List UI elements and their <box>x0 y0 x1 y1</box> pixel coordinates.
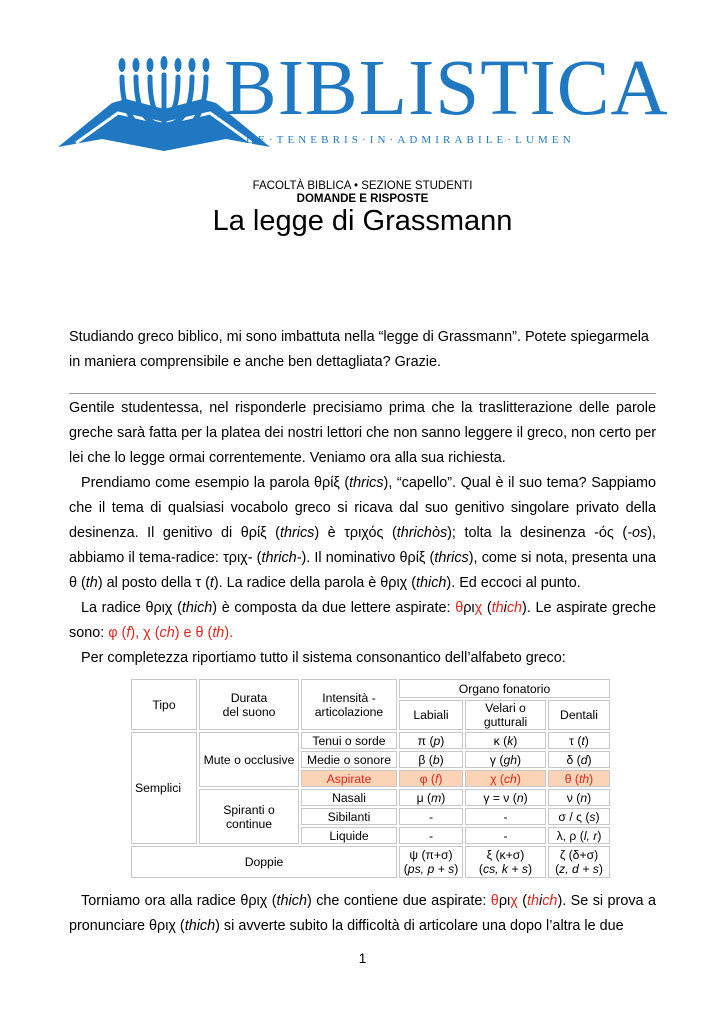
continuation-paragraph <box>69 889 656 939</box>
cell-labiale: μ (m) <box>399 789 463 806</box>
text-span: ( <box>117 625 127 641</box>
cell-dentale: λ, ρ (l, r) <box>548 827 610 844</box>
cell-velare: χ (ch) <box>465 770 546 787</box>
transliteration: thrics <box>434 550 469 566</box>
header-dentali: Dentali <box>548 700 610 730</box>
transliteration: thich <box>184 918 216 934</box>
cell-labiale: - <box>399 808 463 825</box>
transliteration: thrics <box>349 475 384 491</box>
double-consonant: ζ (δ+σ) <box>559 848 599 862</box>
greek-letter: γ = ν <box>483 790 510 805</box>
text-span: ), abbiamo il tema-radice: τριχ- ( <box>69 525 656 566</box>
cell-velare: γ = ν (n) <box>465 789 546 806</box>
cell-velare: γ (gh) <box>465 751 546 768</box>
cell-velare: - <box>465 808 546 825</box>
text-span: ), come si nota, presenta una θ ( <box>69 550 656 591</box>
text-span: ). Se si prova a pronunciare θριχ ( <box>69 893 657 934</box>
transliteration: i <box>503 600 507 616</box>
transliteration: d <box>580 752 588 767</box>
row-label: Nasali <box>301 789 397 806</box>
transliteration: s <box>589 809 596 824</box>
text-span: ). La radice della parola è θριχ ( <box>213 575 417 591</box>
greek-letter: κ <box>493 733 500 748</box>
header-labiali: Labiali <box>399 700 463 730</box>
text-span: ) si avverte subito la difficoltà di articolare una dopo l’altra le due <box>215 918 624 934</box>
cell-labiale: φ (f) <box>399 770 463 787</box>
transliteration: gh <box>503 752 518 767</box>
text-span: ), “capello”. Qual è il suo tema? Sappiamo che il tema di qualsiasi vocabolo greco si ricava dal suo genitivo singolare privato della desinenza. Il genitivo di θρίξ ( <box>69 475 656 541</box>
transliteration: thrichòs <box>396 525 448 541</box>
transliteration: thich <box>276 893 307 909</box>
transliteration: m <box>431 790 442 805</box>
transliteration: t <box>581 733 585 748</box>
aspirate-highlight: χ <box>510 893 518 909</box>
category-label: DOMANDE E RISPOSTE <box>296 193 429 205</box>
text-span: ρι <box>498 893 511 909</box>
transliteration: n <box>516 790 524 805</box>
cell-velare: ξ (κ+σ) (cs, k + s) <box>465 846 546 878</box>
aspirate-highlight: ch <box>506 600 523 616</box>
cell-dentale: ζ (δ+σ) (z, d + s) <box>548 846 610 878</box>
greek-letter: μ <box>416 790 424 805</box>
text-span: ) è τριχός ( <box>314 525 397 541</box>
text-span: La radice θριχ ( <box>81 600 182 616</box>
cell-semplici: Semplici <box>131 732 197 844</box>
aspirate-highlight: ch <box>542 893 558 909</box>
greek-letter: δ <box>566 752 574 767</box>
transliteration: thich <box>181 600 213 616</box>
text-span: ); tolta la desinenza -ός ( <box>447 525 628 541</box>
text-span: ). Ed eccoci al punto. <box>446 575 581 591</box>
text-span: ). Le aspirate greche sono: <box>69 600 656 641</box>
text-span: ) e <box>174 625 196 641</box>
transliteration: ps, p + s <box>407 862 455 876</box>
page-title: La legge di Grassmann <box>212 205 513 237</box>
header-tipo: Tipo <box>131 679 197 730</box>
cell-doppie: Doppie <box>131 846 397 878</box>
text-span: ( <box>517 893 528 909</box>
transliteration: i <box>539 893 543 909</box>
transliteration: thich <box>416 575 447 591</box>
answer-paragraph-3 <box>69 596 656 646</box>
text-span: ( <box>150 625 160 641</box>
aspirate-highlight: th <box>212 625 225 641</box>
row-label: Liquide <box>301 827 397 844</box>
cell-labiale: β (b) <box>399 751 463 768</box>
aspirate-highlight: th <box>527 893 540 909</box>
aspirate-highlight: f <box>126 625 131 641</box>
cell-mute: Mute o occlusive <box>199 732 299 787</box>
header-velari: Velari o gutturali <box>465 700 546 730</box>
logo-motto: DE·TENEBRIS·IN·ADMIRABILE·LUMEN <box>246 134 575 146</box>
transliteration: b <box>432 752 440 767</box>
row-label-aspirate: Aspirate <box>301 770 397 787</box>
cell-dentale: ν (n) <box>548 789 610 806</box>
double-consonant: ψ (π+σ) <box>409 848 453 862</box>
header-intensita: Intensità - articolazione <box>301 679 397 730</box>
row-label: Tenui o sorde <box>301 732 397 749</box>
greek-letter: β <box>418 752 426 767</box>
transliteration: thrics <box>279 525 315 541</box>
text-span: ( <box>482 600 492 616</box>
section-label: FACOLTÀ BIBLICA • SEZIONE STUDENTI <box>252 180 473 192</box>
question-paragraph: Studiando greco biblico, mi sono imbattuta nella “legge di Grassmann”. Potete spiegarmela in maniera comprensibile e anche ben dettagliata? Grazie. <box>69 329 649 370</box>
transliteration: th <box>85 575 98 591</box>
aspirate-highlight: φ <box>108 625 118 641</box>
aspirate-highlight: th <box>491 600 504 616</box>
answer-body <box>69 396 656 671</box>
text-span: Torniamo ora alla radice θριχ ( <box>81 893 277 909</box>
greek-letter: π <box>417 733 427 748</box>
cell-labiale: - <box>399 827 463 844</box>
aspirate-highlight: χ <box>143 625 151 641</box>
cell-velare: κ (k) <box>465 732 546 749</box>
greek-letter: λ, ρ <box>556 828 577 843</box>
cell-dentale: δ (d) <box>548 751 610 768</box>
text-span: ), <box>130 625 144 641</box>
text-span: ( <box>203 625 213 641</box>
answer-paragraph-4: Per completezza riportiamo tutto il sistema consonantico dell’alfabeto greco: <box>81 650 566 666</box>
transliteration: cs, k + s <box>482 862 529 876</box>
greek-letter: ν <box>566 790 573 805</box>
page-number: 1 <box>358 950 367 966</box>
text-span: ) che contiene due aspirate: <box>306 893 491 909</box>
logo-wordmark: BIBLISTICA <box>224 45 669 132</box>
greek-letter: θ <box>564 771 572 786</box>
transliteration: z, d + s <box>559 862 599 876</box>
continuation-body <box>69 889 656 939</box>
divider <box>69 393 656 394</box>
transliteration: th <box>579 771 590 786</box>
aspirate-highlight: χ <box>474 600 483 616</box>
transliteration: n <box>580 790 588 805</box>
greek-letter: χ <box>490 771 497 786</box>
cell-velare: - <box>465 827 546 844</box>
answer-paragraph-2 <box>69 471 656 596</box>
aspirate-highlight: ch <box>159 625 175 641</box>
transliteration: l, r <box>583 828 598 843</box>
header-organo: Organo fonatorio <box>399 679 610 698</box>
cell-dentale: σ / ς (s) <box>548 808 610 825</box>
text-span: ) al posto della τ ( <box>97 575 210 591</box>
cell-labiale: ψ (π+σ) (ps, p + s) <box>399 846 463 878</box>
transliteration: p <box>433 733 441 748</box>
header-durata: Durata del suono <box>199 679 299 730</box>
cell-dentale: τ (t) <box>548 732 610 749</box>
row-label: Medie o sonore <box>301 751 397 768</box>
cell-spiranti: Spiranti o continue <box>199 789 299 844</box>
text-span: Prendiamo come esempio la parola θρίξ ( <box>81 475 350 491</box>
cell-dentale: θ (th) <box>548 770 610 787</box>
text-span: ). <box>224 625 234 641</box>
text-span: ρι <box>463 600 475 616</box>
greek-letter: γ <box>489 752 496 767</box>
double-consonant: ξ (κ+σ) <box>486 848 525 862</box>
transliteration: ch <box>503 771 517 786</box>
text-span: ). Il nominativo θρίξ ( <box>301 550 435 566</box>
row-label: Sibilanti <box>301 808 397 825</box>
aspirate-highlight: θ <box>490 893 499 909</box>
greek-letter: σ / ς <box>558 809 582 824</box>
transliteration: k <box>507 733 514 748</box>
transliteration: f <box>434 771 439 786</box>
greek-letter: φ <box>419 771 428 786</box>
transliteration: t <box>209 575 214 591</box>
aspirate-highlight: θ <box>195 625 204 641</box>
consonant-table <box>129 677 612 880</box>
transliteration: -os <box>627 525 648 541</box>
transliteration: thrich- <box>261 550 302 566</box>
greek-letter: τ <box>569 733 574 748</box>
aspirate-highlight: θ <box>455 600 464 616</box>
answer-paragraph-1: Gentile studentessa, nel risponderle precisiamo prima che la traslitterazione delle parole greche sarà fatta per la platea dei nostri lettori che non sanno leggere il greco, non certo per lei che lo legge ormai correntemente. Veniamo ora alla sua richiesta. <box>69 400 656 466</box>
text-span: ) è composta da due lettere aspirate: <box>212 600 456 616</box>
cell-labiale: π (p) <box>399 732 463 749</box>
